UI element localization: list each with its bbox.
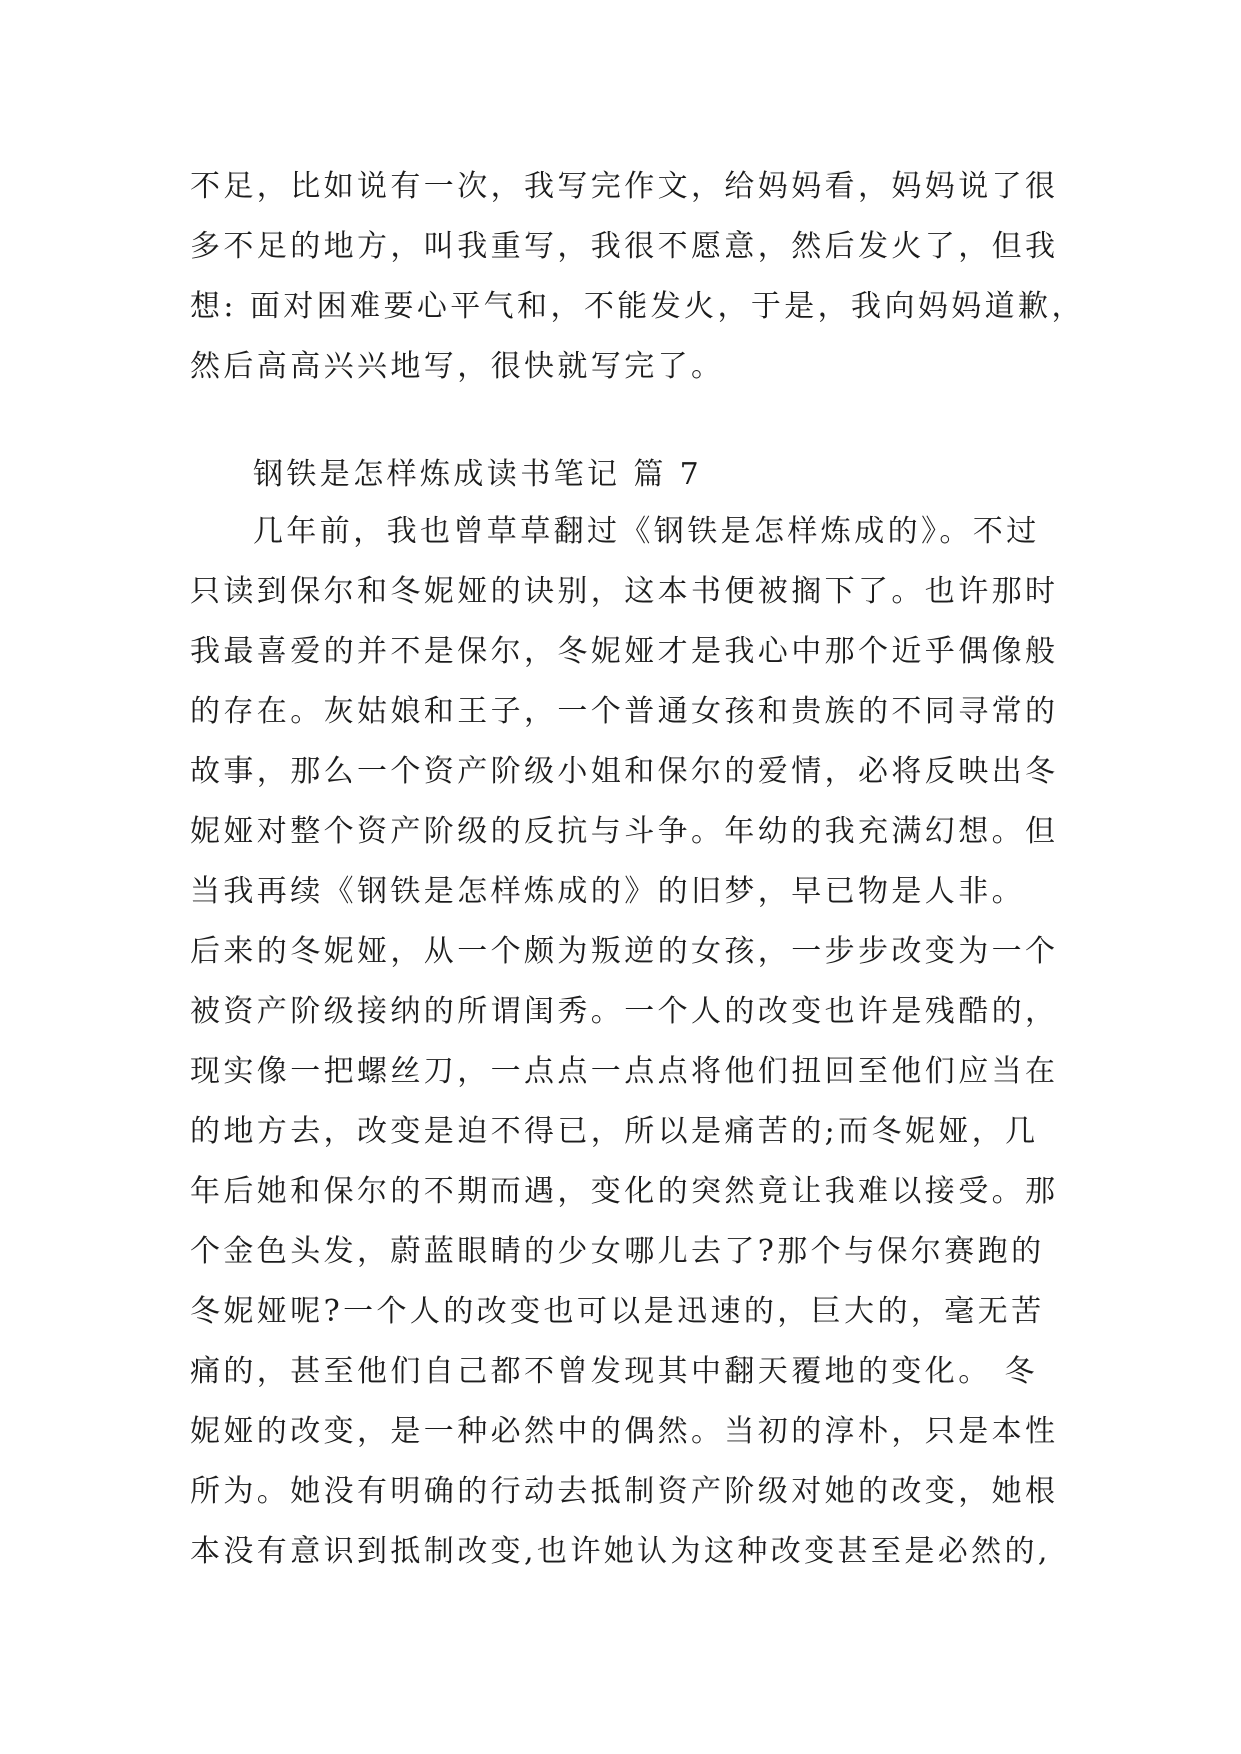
section-heading <box>253 445 702 505</box>
text-line: 多不足的地方，叫我重写，我很不愿意，然后发火了，但我 <box>190 229 1059 264</box>
text-line: 痛的，甚至他们自己都不曾发现其中翻天覆地的变化。 冬 <box>190 1354 1038 1389</box>
text-line: 后来的冬妮娅，从一个颇为叛逆的女孩，一步步改变为一个 <box>190 934 1059 969</box>
text-line: 当我再续《钢铁是怎样炼成的》的旧梦，早已物是人非。 <box>190 874 1025 909</box>
main-paragraph <box>190 502 1090 1582</box>
text-line: 的地方去，改变是迫不得已，所以是痛苦的;而冬妮娅，几 <box>190 1114 1039 1149</box>
section-heading-text: 钢铁是怎样炼成读书笔记 篇 7 <box>253 457 703 492</box>
text-line: 冬妮娅呢?一个人的改变也可以是迅速的，巨大的，毫无苦 <box>190 1294 1045 1329</box>
top-paragraph <box>190 157 1090 397</box>
text-line: 被资产阶级接纳的所谓闺秀。一个人的改变也许是残酷的， <box>190 994 1059 1029</box>
text-line: 只读到保尔和冬妮娅的诀别，这本书便被搁下了。也许那时 <box>190 574 1059 609</box>
text-line: 年后她和保尔的不期而遇，变化的突然竟让我难以接受。那 <box>190 1174 1059 1209</box>
text-line: 个金色头发，蔚蓝眼睛的少女哪儿去了?那个与保尔赛跑的 <box>190 1234 1045 1269</box>
text-line: 现实像一把螺丝刀，一点点一点点将他们扭回至他们应当在 <box>190 1054 1059 1089</box>
text-line: 几年前，我也曾草草翻过《钢铁是怎样炼成的》。不过 <box>253 514 1040 549</box>
text-line: 我最喜爱的并不是保尔，冬妮娅才是我心中那个近乎偶像般 <box>190 634 1059 669</box>
text-line: 然后高高兴兴地写，很快就写完了。 <box>190 349 725 384</box>
text-line: 所为。她没有明确的行动去抵制资产阶级对她的改变，她根 <box>190 1474 1059 1509</box>
text-line: 妮娅对整个资产阶级的反抗与斗争。年幼的我充满幻想。但 <box>190 814 1059 849</box>
text-line: 不足，比如说有一次，我写完作文，给妈妈看，妈妈说了很 <box>190 169 1059 204</box>
text-line: 本没有意识到抵制改变,也许她认为这种改变甚至是必然的, <box>190 1534 1051 1569</box>
text-line: 的存在。灰姑娘和王子，一个普通女孩和贵族的不同寻常的 <box>190 694 1059 729</box>
text-line: 妮娅的改变，是一种必然中的偶然。当初的淳朴，只是本性 <box>190 1414 1059 1449</box>
text-line: 故事，那么一个资产阶级小姐和保尔的爱情，必将反映出冬 <box>190 754 1059 789</box>
text-line: 想: 面对困难要心平气和，不能发火，于是，我向妈妈道歉， <box>190 289 1085 324</box>
